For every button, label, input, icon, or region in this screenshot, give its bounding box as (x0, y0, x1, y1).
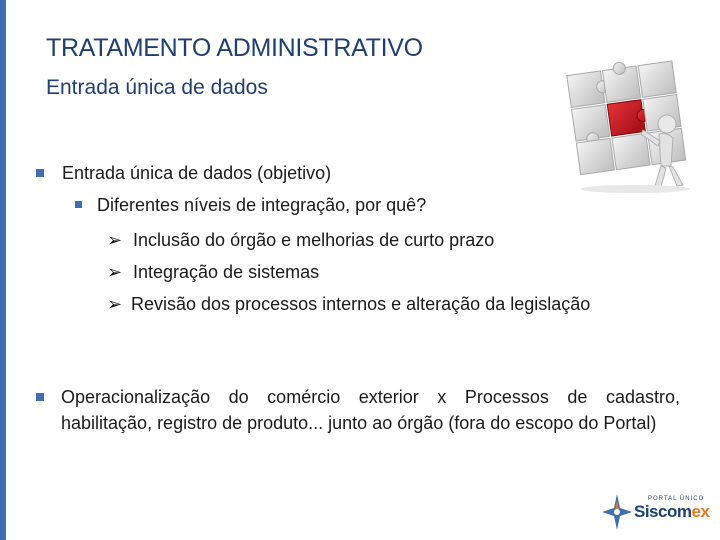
siscomex-logo (600, 490, 712, 534)
logo-brand-accent: ex (691, 502, 710, 521)
bullet-level3-text: Revisão dos processos internos e alteração da legislação (131, 294, 591, 314)
slide-title: TRATAMENTO ADMINISTRATIVO (46, 34, 423, 62)
bullet-square-icon (75, 201, 82, 208)
slide-subtitle: Entrada única de dados (46, 76, 268, 99)
arrow-bullet-icon: ➢ (107, 230, 123, 250)
bullet-square-icon (36, 393, 44, 401)
arrow-bullet-icon: ➢ (107, 262, 123, 282)
bullet-level2-text: Diferentes níveis de integração, por quê? (97, 195, 427, 215)
logo-brand-main: Siscom (634, 502, 692, 521)
bullet-level3-text: Integração de sistemas (133, 262, 320, 282)
arrow-bullet-icon: ➢ (107, 294, 123, 314)
logo-subtitle: PORTAL ÚNICO (648, 496, 705, 502)
bullet-level1-text: Operacionalização do comércio exterior x Processos de cadastro, habilitação, registro de produto... junto ao órgão (fora do escopo do Portal) (61, 387, 680, 433)
puzzle-figure-icon (555, 46, 695, 196)
bullet-level3-text: Inclusão do órgão e melhorias de curto prazo (133, 230, 495, 250)
logo-wordmark (634, 502, 709, 522)
bullet-square-icon (36, 169, 44, 177)
compass-star-icon (600, 492, 634, 532)
bullet-level1-text: Entrada única de dados (objetivo) (62, 163, 332, 183)
left-accent-bar (0, 0, 6, 540)
